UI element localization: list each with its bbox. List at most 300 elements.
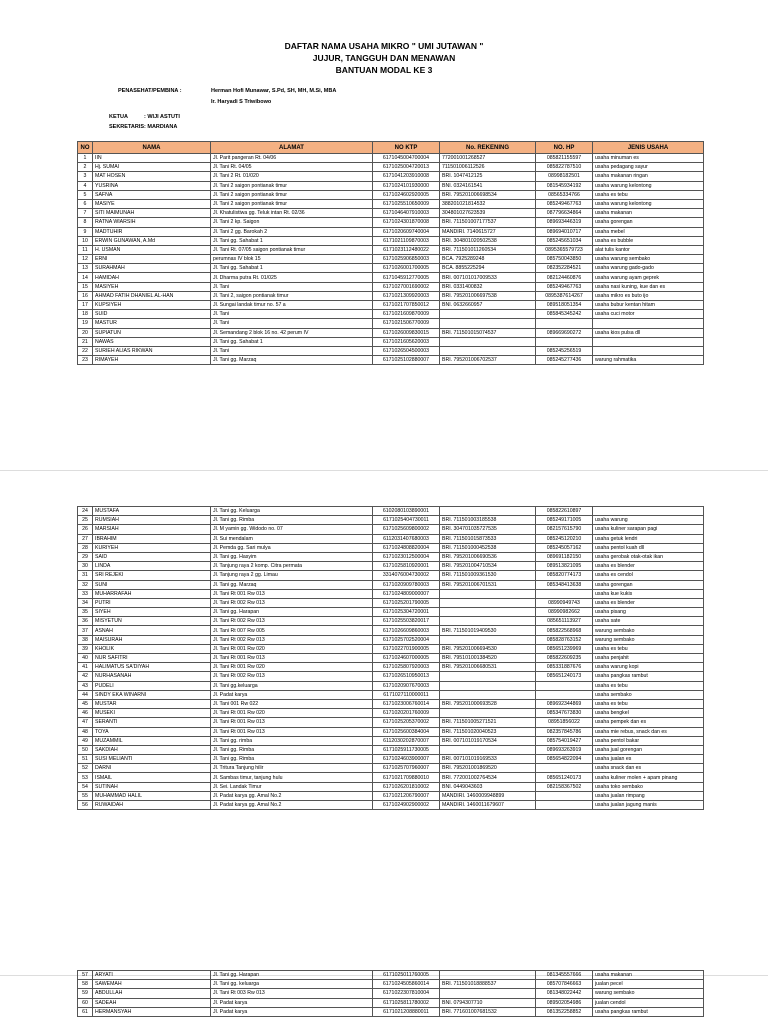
cell-nama: ARYATI <box>93 971 211 980</box>
cell-no-ktp: 6102080103890001 <box>373 507 440 516</box>
document-title-line3: BANTUAN MODAL KE 3 <box>335 65 433 75</box>
cell-no: 55 <box>78 791 93 800</box>
cell-no-hp: 085654822094 <box>536 755 593 764</box>
cell-nama: NURHASANAH <box>93 672 211 681</box>
cell-no: 30 <box>78 562 93 571</box>
cell-jenis-usaha: usaha warung ayam geprek <box>593 273 704 282</box>
cell-jenis-usaha: usaha bubur kentan hitam <box>593 301 704 310</box>
cell-no-ktp: 6171025810920001 <box>373 562 440 571</box>
cell-no-rekening: BCA. 7925289248 <box>440 255 536 264</box>
cell-jenis-usaha: usaha gorengan <box>593 218 704 227</box>
cell-nama: SAID <box>93 552 211 561</box>
cell-no-rekening <box>440 319 536 328</box>
cell-alamat: Jl. Tani gg. Keluarga <box>211 507 373 516</box>
cell-jenis-usaha: usaha warung kelontong <box>593 181 704 190</box>
cell-alamat: Jl. Tani 001 Rw 022 <box>211 699 373 708</box>
cell-alamat: Jl. Tani Rt 002 Rw 013 <box>211 635 373 644</box>
cell-jenis-usaha: usaha kue kukis <box>593 589 704 598</box>
cell-nama: SURIEH ALIAS RIKWAN <box>93 346 211 355</box>
cell-no: 32 <box>78 580 93 589</box>
cell-no-hp: 085822610897 <box>536 507 593 516</box>
col-header-no: NO <box>78 142 93 154</box>
cell-no: 29 <box>78 552 93 561</box>
cell-alamat: Jl. Tani gg. Marzaq <box>211 356 373 365</box>
cell-jenis-usaha <box>593 337 704 346</box>
cell-no-hp: 085822787510 <box>536 163 593 172</box>
cell-no-ktp: 6171021605620003 <box>373 337 440 346</box>
table-row <box>78 181 704 190</box>
cell-no-ktp: 6171027110000011 <box>373 690 440 699</box>
cell-no-ktp: 6171023112480022 <box>373 245 440 254</box>
cell-jenis-usaha: usaha es tebu <box>593 681 704 690</box>
cell-nama: MASIYE <box>93 199 211 208</box>
cell-alamat: Jl. Tani Rt 007 Rw 005 <box>211 626 373 635</box>
page-divider <box>0 470 768 471</box>
cell-no-ktp: 6171025205370002 <box>373 718 440 727</box>
cell-no-hp: 085651240173 <box>536 773 593 782</box>
cell-no: 58 <box>78 980 93 989</box>
cell-nama: SADEAH <box>93 998 211 1007</box>
cell-no: 13 <box>78 264 93 273</box>
table-row <box>78 507 704 516</box>
cell-alamat: Jl. Khatulistiwa gg. Teluk intan Rt. 02/36 <box>211 209 373 218</box>
table-row <box>78 663 704 672</box>
cell-alamat: Jl. Tani Rt 001 Rw 013 <box>211 589 373 598</box>
cell-no: 34 <box>78 598 93 607</box>
table-row <box>78 764 704 773</box>
table-row <box>78 356 704 365</box>
cell-no-hp: 085707846663 <box>536 980 593 989</box>
cell-alamat: Jl. Sungai landak timur no. 57 a <box>211 301 373 310</box>
cell-no-rekening <box>440 346 536 355</box>
cell-no: 42 <box>78 672 93 681</box>
cell-no-ktp: 6171025600384004 <box>373 727 440 736</box>
cell-jenis-usaha: usaha pangkas rambut <box>593 1007 704 1016</box>
cell-no-rekening <box>440 310 536 319</box>
table-row <box>78 319 704 328</box>
cell-alamat: Jl. Tani 2 gg. Barokah 2 <box>211 227 373 236</box>
table-row <box>78 255 704 264</box>
cell-nama: SURAHMAH <box>93 264 211 273</box>
cell-no-ktp: 6171023012500004 <box>373 552 440 561</box>
cell-nama: ERWIN GUNAWAN, A.Md <box>93 236 211 245</box>
cell-alamat: Jl. Tani Rt 001 Rw 013 <box>211 727 373 736</box>
cell-nama: MADTUHIR <box>93 227 211 236</box>
cell-no-ktp: 6171025201790005 <box>373 598 440 607</box>
cell-no-ktp: 6171025609800002 <box>373 525 440 534</box>
cell-no: 60 <box>78 998 93 1007</box>
cell-no-ktp: 6171025811780002 <box>373 998 440 1007</box>
cell-no-rekening: 711501006112526 <box>440 163 536 172</box>
cell-alamat: Jl. Tani 2 kp. Saigon <box>211 218 373 227</box>
cell-no-hp: 089693263919 <box>536 745 593 754</box>
cell-no-rekening: BCA. 8855225294 <box>440 264 536 273</box>
cell-jenis-usaha: usaha warung gado-gado <box>593 264 704 273</box>
table-row <box>78 291 704 300</box>
cell-alamat: Jl. Tani gg. Marzaq <box>211 580 373 589</box>
cell-alamat: Jl. Tani gg. Hasyim <box>211 552 373 561</box>
cell-no-ktp: 6171025404730011 <box>373 516 440 525</box>
cell-no-rekening <box>440 589 536 598</box>
cell-nama: RATNA WIARSIH <box>93 218 211 227</box>
cell-alamat: Jl. Tani Rt 001 Rw 020 <box>211 709 373 718</box>
penasehat-name-1: Herman Hofi Munawar, S.Pd, SH, MH, M.Si, MBA <box>211 88 337 94</box>
cell-nama: HERMANSYAH <box>93 1007 211 1016</box>
table-row <box>78 980 704 989</box>
cell-no-rekening: BRI. 007101017009533 <box>440 273 536 282</box>
cell-nama: RIMAYEH <box>93 356 211 365</box>
cell-alamat: Jl. Tani gg. Sahabat 1 <box>211 264 373 273</box>
cell-alamat: Jl. Tani gg. Harapan <box>211 608 373 617</box>
cell-no-rekening: BRI. 795201004710534 <box>440 562 536 571</box>
table-row <box>78 718 704 727</box>
cell-alamat: Jl. Tani Rt 001 Rw 020 <box>211 644 373 653</box>
cell-nama: PUTRI <box>93 598 211 607</box>
cell-no: 49 <box>78 736 93 745</box>
cell-nama: MUSEKI <box>93 709 211 718</box>
cell-no-ktp: 6171024101930000 <box>373 181 440 190</box>
cell-no-hp: 082124460876 <box>536 273 593 282</box>
cell-no-rekening: 772001001268527 <box>440 154 536 163</box>
cell-no-ktp: 6171024902900002 <box>373 801 440 810</box>
cell-nama: TOYA <box>93 727 211 736</box>
cell-nama: SAWEMAH <box>93 980 211 989</box>
cell-no-rekening <box>440 635 536 644</box>
cell-no-hp: 089691182150 <box>536 552 593 561</box>
cell-no-rekening: BRI. 795101001384520 <box>440 654 536 663</box>
cell-no-hp: 085820774173 <box>536 571 593 580</box>
cell-no-ktp: 6171045912770005 <box>373 273 440 282</box>
cell-nama: ABDULLAH <box>93 989 211 998</box>
table-row <box>78 1007 704 1016</box>
cell-alamat: Jl. Padat karya <box>211 1007 373 1016</box>
table-row <box>78 635 704 644</box>
cell-no: 35 <box>78 608 93 617</box>
cell-jenis-usaha: usaha snack dan es <box>593 764 704 773</box>
cell-no-rekening: BRI. 007101019170534 <box>440 736 536 745</box>
cell-no-ktp: 6171026510950013 <box>373 672 440 681</box>
cell-no-rekening: MANDIRI. 1460011679607 <box>440 801 536 810</box>
table-row <box>78 755 704 764</box>
cell-no-hp: 085845345242 <box>536 310 593 319</box>
cell-no: 21 <box>78 337 93 346</box>
cell-alamat: Jl. Tani Rt 002 Rw 013 <box>211 617 373 626</box>
cell-jenis-usaha: usaha pempek dan es <box>593 718 704 727</box>
col-header-no-rekening: No. REKENING <box>440 142 536 154</box>
table-row <box>78 328 704 337</box>
cell-alamat: Jl. Tani gg. Rimba <box>211 516 373 525</box>
cell-no-hp <box>536 337 593 346</box>
cell-no-rekening: BRI. 795201000693528 <box>440 699 536 708</box>
cell-no-rekening: BRI. 795201006701531 <box>440 580 536 589</box>
cell-no: 25 <box>78 516 93 525</box>
cell-no: 46 <box>78 709 93 718</box>
cell-jenis-usaha: usaha cuci motor <box>593 310 704 319</box>
cell-no-hp: 085828763152 <box>536 635 593 644</box>
cell-alamat: Jl. Tani Rt 002 Rw 013 <box>211 672 373 681</box>
cell-no-hp: 085245651034 <box>536 236 593 245</box>
cell-no-ktp: 6171020909780003 <box>373 580 440 589</box>
cell-nama: MAISURAH <box>93 635 211 644</box>
table-row <box>78 998 704 1007</box>
cell-jenis-usaha: usaha sate <box>593 617 704 626</box>
col-header-alamat: ALAMAT <box>211 142 373 154</box>
cell-no-rekening: BRI. 0331400832 <box>440 282 536 291</box>
cell-no: 50 <box>78 745 93 754</box>
cell-no-hp: 085245256519 <box>536 346 593 355</box>
cell-no-ktp: 6171027001690002 <box>373 282 440 291</box>
cell-nama: ERNI <box>93 255 211 264</box>
cell-no-rekening: BRI. 795201006680531 <box>440 663 536 672</box>
cell-no-ktp: 6171026609860003 <box>373 626 440 635</box>
cell-nama: SERANTI <box>93 718 211 727</box>
cell-nama: SAFNA <box>93 190 211 199</box>
table-row <box>78 571 704 580</box>
cell-nama: IBRAHIM <box>93 534 211 543</box>
cell-no-rekening: BRI. 007101019169533 <box>440 755 536 764</box>
cell-alamat: Jl. Tani Rt 001 Rw 013 <box>211 718 373 727</box>
cell-nama: MUSTAFA <box>93 507 211 516</box>
cell-no-ktp: 6112031407680003 <box>373 534 440 543</box>
cell-no-rekening: BRI. 1047412125 <box>440 172 536 181</box>
cell-nama: SAKDIAH <box>93 745 211 754</box>
cell-no-ktp: 6171024808820004 <box>373 543 440 552</box>
cell-nama: SUID <box>93 310 211 319</box>
cell-no-ktp: 6171046407910003 <box>373 209 440 218</box>
cell-no-hp <box>536 690 593 699</box>
ketua-value: : WIJI ASTUTI <box>144 114 180 120</box>
cell-no-ktp: 6171021309920003 <box>373 291 440 300</box>
table-row <box>78 736 704 745</box>
cell-alamat: Jl. Tani gg. Sahabat 1 <box>211 236 373 245</box>
cell-no: 9 <box>78 227 93 236</box>
cell-nama: MASIYEH <box>93 282 211 291</box>
cell-jenis-usaha: usaha es bubble <box>593 236 704 245</box>
cell-jenis-usaha <box>593 507 704 516</box>
cell-no: 3 <box>78 172 93 181</box>
cell-no: 24 <box>78 507 93 516</box>
cell-no-rekening: BNI. 0794307710 <box>440 998 536 1007</box>
cell-no-hp <box>536 319 593 328</box>
cell-jenis-usaha: usaha pentol bakar <box>593 736 704 745</box>
cell-no-rekening: MANDIRI. 1460009948899 <box>440 791 536 800</box>
cell-nama: PUDELI <box>93 681 211 690</box>
cell-jenis-usaha: warung sembako <box>593 635 704 644</box>
cell-no-hp: 085249171005 <box>536 516 593 525</box>
table-row <box>78 552 704 561</box>
members-table-page3 <box>77 970 704 1017</box>
cell-no-hp: 085651113927 <box>536 617 593 626</box>
table-row <box>78 245 704 254</box>
cell-no-rekening <box>440 745 536 754</box>
cell-alamat: Jl. Pemda gg. Sari mulya <box>211 543 373 552</box>
cell-nama: MUHAMMAD HALIL <box>93 791 211 800</box>
cell-alamat: Jl. Tanjung raya 2 gg. Limau <box>211 571 373 580</box>
cell-no-ktp: 6171041203910008 <box>373 172 440 181</box>
table-row <box>78 301 704 310</box>
cell-alamat: Jl. Sei. Landak Timur <box>211 782 373 791</box>
table-row <box>78 773 704 782</box>
cell-no-rekening: BNI. 0324161541 <box>440 181 536 190</box>
sekretaris-value: : MARDIANA <box>144 124 178 130</box>
cell-no-rekening: BNI. 0449043603 <box>440 782 536 791</box>
cell-no-hp: 081352258852 <box>536 1007 593 1016</box>
cell-no-rekening <box>440 709 536 718</box>
cell-alamat: Jl. Padat karya gg. Amal No.2 <box>211 801 373 810</box>
cell-no: 57 <box>78 971 93 980</box>
cell-alamat: Jl. Tani Rt 002 Rw 013 <box>211 598 373 607</box>
cell-no-ktp: 6171025702520004 <box>373 635 440 644</box>
cell-no-rekening: BRI. 795201006694530 <box>440 644 536 653</box>
table-row <box>78 163 704 172</box>
cell-alamat: Jl. M yamin gg. Widodo no. 07 <box>211 525 373 534</box>
table-row <box>78 236 704 245</box>
table-row <box>78 227 704 236</box>
col-header-no-hp: NO. HP <box>536 142 593 154</box>
cell-nama: ISMAIL <box>93 773 211 782</box>
cell-no-rekening: BRI. 711501015074537 <box>440 328 536 337</box>
col-header-nama: NAMA <box>93 142 211 154</box>
cell-alamat: Jl. Dharma putra Rt. 01/025 <box>211 273 373 282</box>
cell-no: 39 <box>78 644 93 653</box>
cell-no-ktp: 6171023006760014 <box>373 699 440 708</box>
table-row <box>78 971 704 980</box>
cell-jenis-usaha: usaha gorengan <box>593 580 704 589</box>
cell-jenis-usaha: usaha makanan <box>593 971 704 980</box>
cell-no-rekening: BRI. 771601007681532 <box>440 1007 536 1016</box>
cell-no-ktp: 6171025911730005 <box>373 745 440 754</box>
cell-nama: NAWAS <box>93 337 211 346</box>
table-row <box>78 562 704 571</box>
cell-nama: SITI MAIMUNAH <box>93 209 211 218</box>
cell-jenis-usaha <box>593 346 704 355</box>
cell-no: 52 <box>78 764 93 773</box>
cell-nama: MARSIAH <box>93 525 211 534</box>
cell-no-ktp: 6171026504500003 <box>373 346 440 355</box>
cell-no: 47 <box>78 718 93 727</box>
cell-jenis-usaha: usaha nasi kuning, kue dan es <box>593 282 704 291</box>
table-row <box>78 580 704 589</box>
cell-jenis-usaha: usaha minuman es <box>593 154 704 163</box>
table-row <box>78 727 704 736</box>
cell-nama: HALIMATUS SA'DIYAH <box>93 663 211 672</box>
cell-no-hp: 08990949743 <box>536 598 593 607</box>
cell-alamat: Jl. Tani gg. Harapan <box>211 971 373 980</box>
table-row <box>78 190 704 199</box>
col-header-jenis-usaha: JENIS USAHA <box>593 142 704 154</box>
table-row <box>78 989 704 998</box>
cell-jenis-usaha: usaha getuk lendri <box>593 534 704 543</box>
cell-no: 15 <box>78 282 93 291</box>
table-row <box>78 690 704 699</box>
cell-no-ktp: 6171025102880007 <box>373 356 440 365</box>
cell-no-hp: 082352284521 <box>536 264 593 273</box>
table-row <box>78 273 704 282</box>
cell-no: 37 <box>78 626 93 635</box>
table-row <box>78 534 704 543</box>
cell-no: 5 <box>78 190 93 199</box>
cell-jenis-usaha: usaha pedagang sayur <box>593 163 704 172</box>
cell-nama: MUZAMMIL <box>93 736 211 745</box>
cell-no: 59 <box>78 989 93 998</box>
cell-no-rekening <box>440 608 536 617</box>
cell-no-hp: 085821155597 <box>536 154 593 163</box>
cell-no-rekening: BRI. 795201006697538 <box>440 291 536 300</box>
cell-no-ktp: 6171025510650009 <box>373 199 440 208</box>
document-title-line1: DAFTAR NAMA USAHA MIKRO " UMI JUTAWAN " <box>284 41 484 51</box>
table-row <box>78 154 704 163</box>
cell-no-hp: 089518051354 <box>536 301 593 310</box>
cell-jenis-usaha: usaha jualan rimpang <box>593 791 704 800</box>
table-row <box>78 801 704 810</box>
cell-alamat: Jl. Sui mendalam <box>211 534 373 543</box>
cell-jenis-usaha: usaha jualan es <box>593 755 704 764</box>
cell-no-rekening: BRI. 304801020502538 <box>440 236 536 245</box>
cell-jenis-usaha: usaha kuliner sarapan pagi <box>593 525 704 534</box>
cell-jenis-usaha: usaha pentol kuah dll <box>593 543 704 552</box>
cell-no-ktp: 6171024809000007 <box>373 589 440 598</box>
cell-no-hp: 085348413638 <box>536 580 593 589</box>
cell-jenis-usaha: usaha toko sembako <box>593 782 704 791</box>
cell-jenis-usaha: usaha jualan jagung manis <box>593 801 704 810</box>
cell-alamat: Jl. Parit pangeran Rt. 04/06 <box>211 154 373 163</box>
cell-no-hp: 085249467763 <box>536 282 593 291</box>
table-row <box>78 543 704 552</box>
cell-jenis-usaha: usaha es blender <box>593 598 704 607</box>
cell-no: 19 <box>78 319 93 328</box>
cell-jenis-usaha: warung rahmatika <box>593 356 704 365</box>
cell-jenis-usaha: usaha warung kopi <box>593 663 704 672</box>
cell-no-rekening: BNI. 0632660957 <box>440 301 536 310</box>
cell-alamat: Jl. Tani gg. keluarga <box>211 980 373 989</box>
cell-nama: SINDY EKA WINARNI <box>93 690 211 699</box>
cell-no-ktp: 6112030202870007 <box>373 736 440 745</box>
cell-alamat: Jl. Padat karya <box>211 998 373 1007</box>
cell-no-ktp: 6171025304720001 <box>373 608 440 617</box>
cell-jenis-usaha: usaha gerobak otak-otak ikan <box>593 552 704 561</box>
cell-no-hp <box>536 589 593 598</box>
table-row <box>78 282 704 291</box>
table-row <box>78 644 704 653</box>
cell-no-rekening: BRI. 711501007177537 <box>440 218 536 227</box>
cell-no: 48 <box>78 727 93 736</box>
cell-no: 40 <box>78 654 93 663</box>
table-row <box>78 218 704 227</box>
cell-no-rekening: BRI. 711501018888537 <box>440 980 536 989</box>
cell-no-rekening <box>440 971 536 980</box>
cell-no: 33 <box>78 589 93 598</box>
cell-no: 51 <box>78 755 93 764</box>
cell-nama: YUSRINA <box>93 181 211 190</box>
cell-no-rekening: MANDIRI. 7140615727 <box>440 227 536 236</box>
table-row <box>78 782 704 791</box>
cell-jenis-usaha: usaha warung kelontong <box>593 199 704 208</box>
penasehat-name-2: Ir. Haryadi S Triwibowo <box>211 99 272 105</box>
cell-no-hp: 089669690272 <box>536 328 593 337</box>
table-header-row <box>78 142 704 154</box>
cell-alamat: Jl. Tani 2, saigon pontianak timur <box>211 291 373 300</box>
cell-no-hp: 081545934192 <box>536 181 593 190</box>
cell-no-hp <box>536 764 593 773</box>
cell-alamat: Jl. Tritura Tanjung hilir <box>211 764 373 773</box>
table-row <box>78 209 704 218</box>
cell-no-hp <box>536 791 593 800</box>
cell-jenis-usaha: usaha jual gorengan <box>593 745 704 754</box>
cell-no-hp: 085651239969 <box>536 644 593 653</box>
table-row <box>78 264 704 273</box>
cell-nama: SRI REJEKI <box>93 571 211 580</box>
cell-no-ktp: 6171022701900005 <box>373 644 440 653</box>
